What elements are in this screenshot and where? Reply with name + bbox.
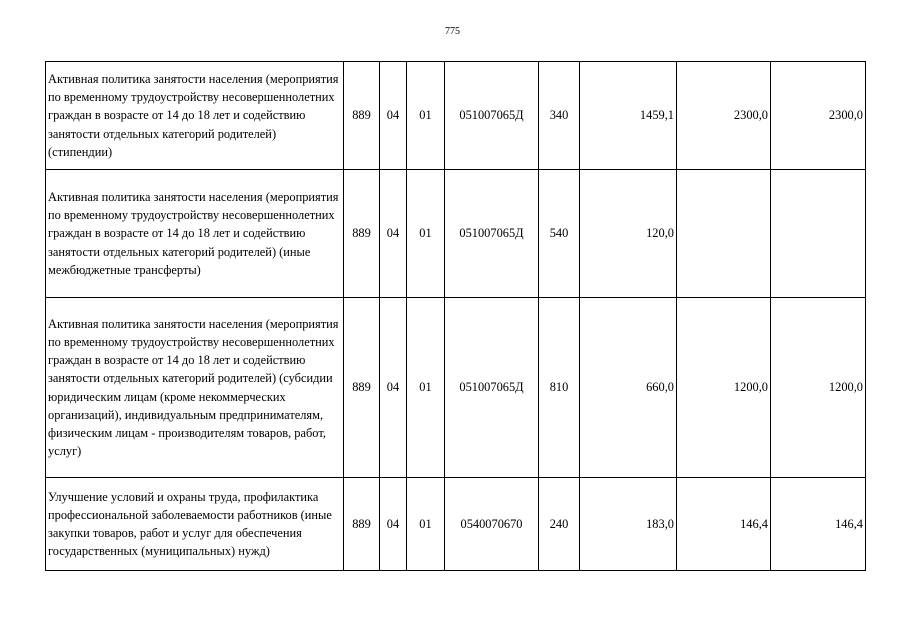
section-code: 04 bbox=[380, 170, 407, 298]
ministry-code: 889 bbox=[344, 170, 380, 298]
ministry-code: 889 bbox=[344, 298, 380, 478]
section-code: 04 bbox=[380, 298, 407, 478]
expense-type-code: 340 bbox=[539, 62, 580, 170]
target-article-code: 051007065Д bbox=[445, 298, 539, 478]
page-number: 775 bbox=[445, 26, 460, 37]
expense-type-code: 540 bbox=[539, 170, 580, 298]
amount-1: 120,0 bbox=[580, 170, 677, 298]
expense-type-code: 240 bbox=[539, 478, 580, 571]
ministry-code: 889 bbox=[344, 478, 380, 571]
subsection-code: 01 bbox=[407, 478, 445, 571]
amount-1: 1459,1 bbox=[580, 62, 677, 170]
row-description: Активная политика занятости населения (мероприятия по временному трудоустройству несовершеннолетних граждан в возрасте от 14 до 18 лет и содействию занятости отдельных категорий родителей) (иные межбюджетные трансферты) bbox=[46, 170, 344, 298]
expense-type-code: 810 bbox=[539, 298, 580, 478]
section-code: 04 bbox=[380, 62, 407, 170]
amount-3: 1200,0 bbox=[771, 298, 866, 478]
amount-2 bbox=[677, 170, 771, 298]
section-code: 04 bbox=[380, 478, 407, 571]
subsection-code: 01 bbox=[407, 62, 445, 170]
amount-1: 660,0 bbox=[580, 298, 677, 478]
row-description: Улучшение условий и охраны труда, профилактика профессиональной заболеваемости работников (иные закупки товаров, работ и услуг для обеспечения государственных (муниципальных) нужд) bbox=[46, 478, 344, 571]
target-article-code: 0540070670 bbox=[445, 478, 539, 571]
subsection-code: 01 bbox=[407, 298, 445, 478]
amount-3 bbox=[771, 170, 866, 298]
table-row bbox=[46, 478, 866, 571]
amount-2: 2300,0 bbox=[677, 62, 771, 170]
ministry-code: 889 bbox=[344, 62, 380, 170]
subsection-code: 01 bbox=[407, 170, 445, 298]
table-row bbox=[46, 298, 866, 478]
amount-1: 183,0 bbox=[580, 478, 677, 571]
table-row bbox=[46, 62, 866, 170]
table-row bbox=[46, 170, 866, 298]
amount-2: 1200,0 bbox=[677, 298, 771, 478]
amount-2: 146,4 bbox=[677, 478, 771, 571]
target-article-code: 051007065Д bbox=[445, 170, 539, 298]
row-description: Активная политика занятости населения (мероприятия по временному трудоустройству несовершеннолетних граждан в возрасте от 14 до 18 лет и содействию занятости отдельных категорий родителей) (субсидии юридическим лицам (кроме некоммерческих организаций), индивидуальным предпринимателям, физическим лицам - производителям товаров, работ, услуг) bbox=[46, 298, 344, 478]
budget-table bbox=[45, 61, 866, 571]
amount-3: 146,4 bbox=[771, 478, 866, 571]
row-description: Активная политика занятости населения (мероприятия по временному трудоустройству несовершеннолетних граждан в возрасте от 14 до 18 лет и содействию занятости отдельных категорий родителей) (стипендии) bbox=[46, 62, 344, 170]
target-article-code: 051007065Д bbox=[445, 62, 539, 170]
amount-3: 2300,0 bbox=[771, 62, 866, 170]
